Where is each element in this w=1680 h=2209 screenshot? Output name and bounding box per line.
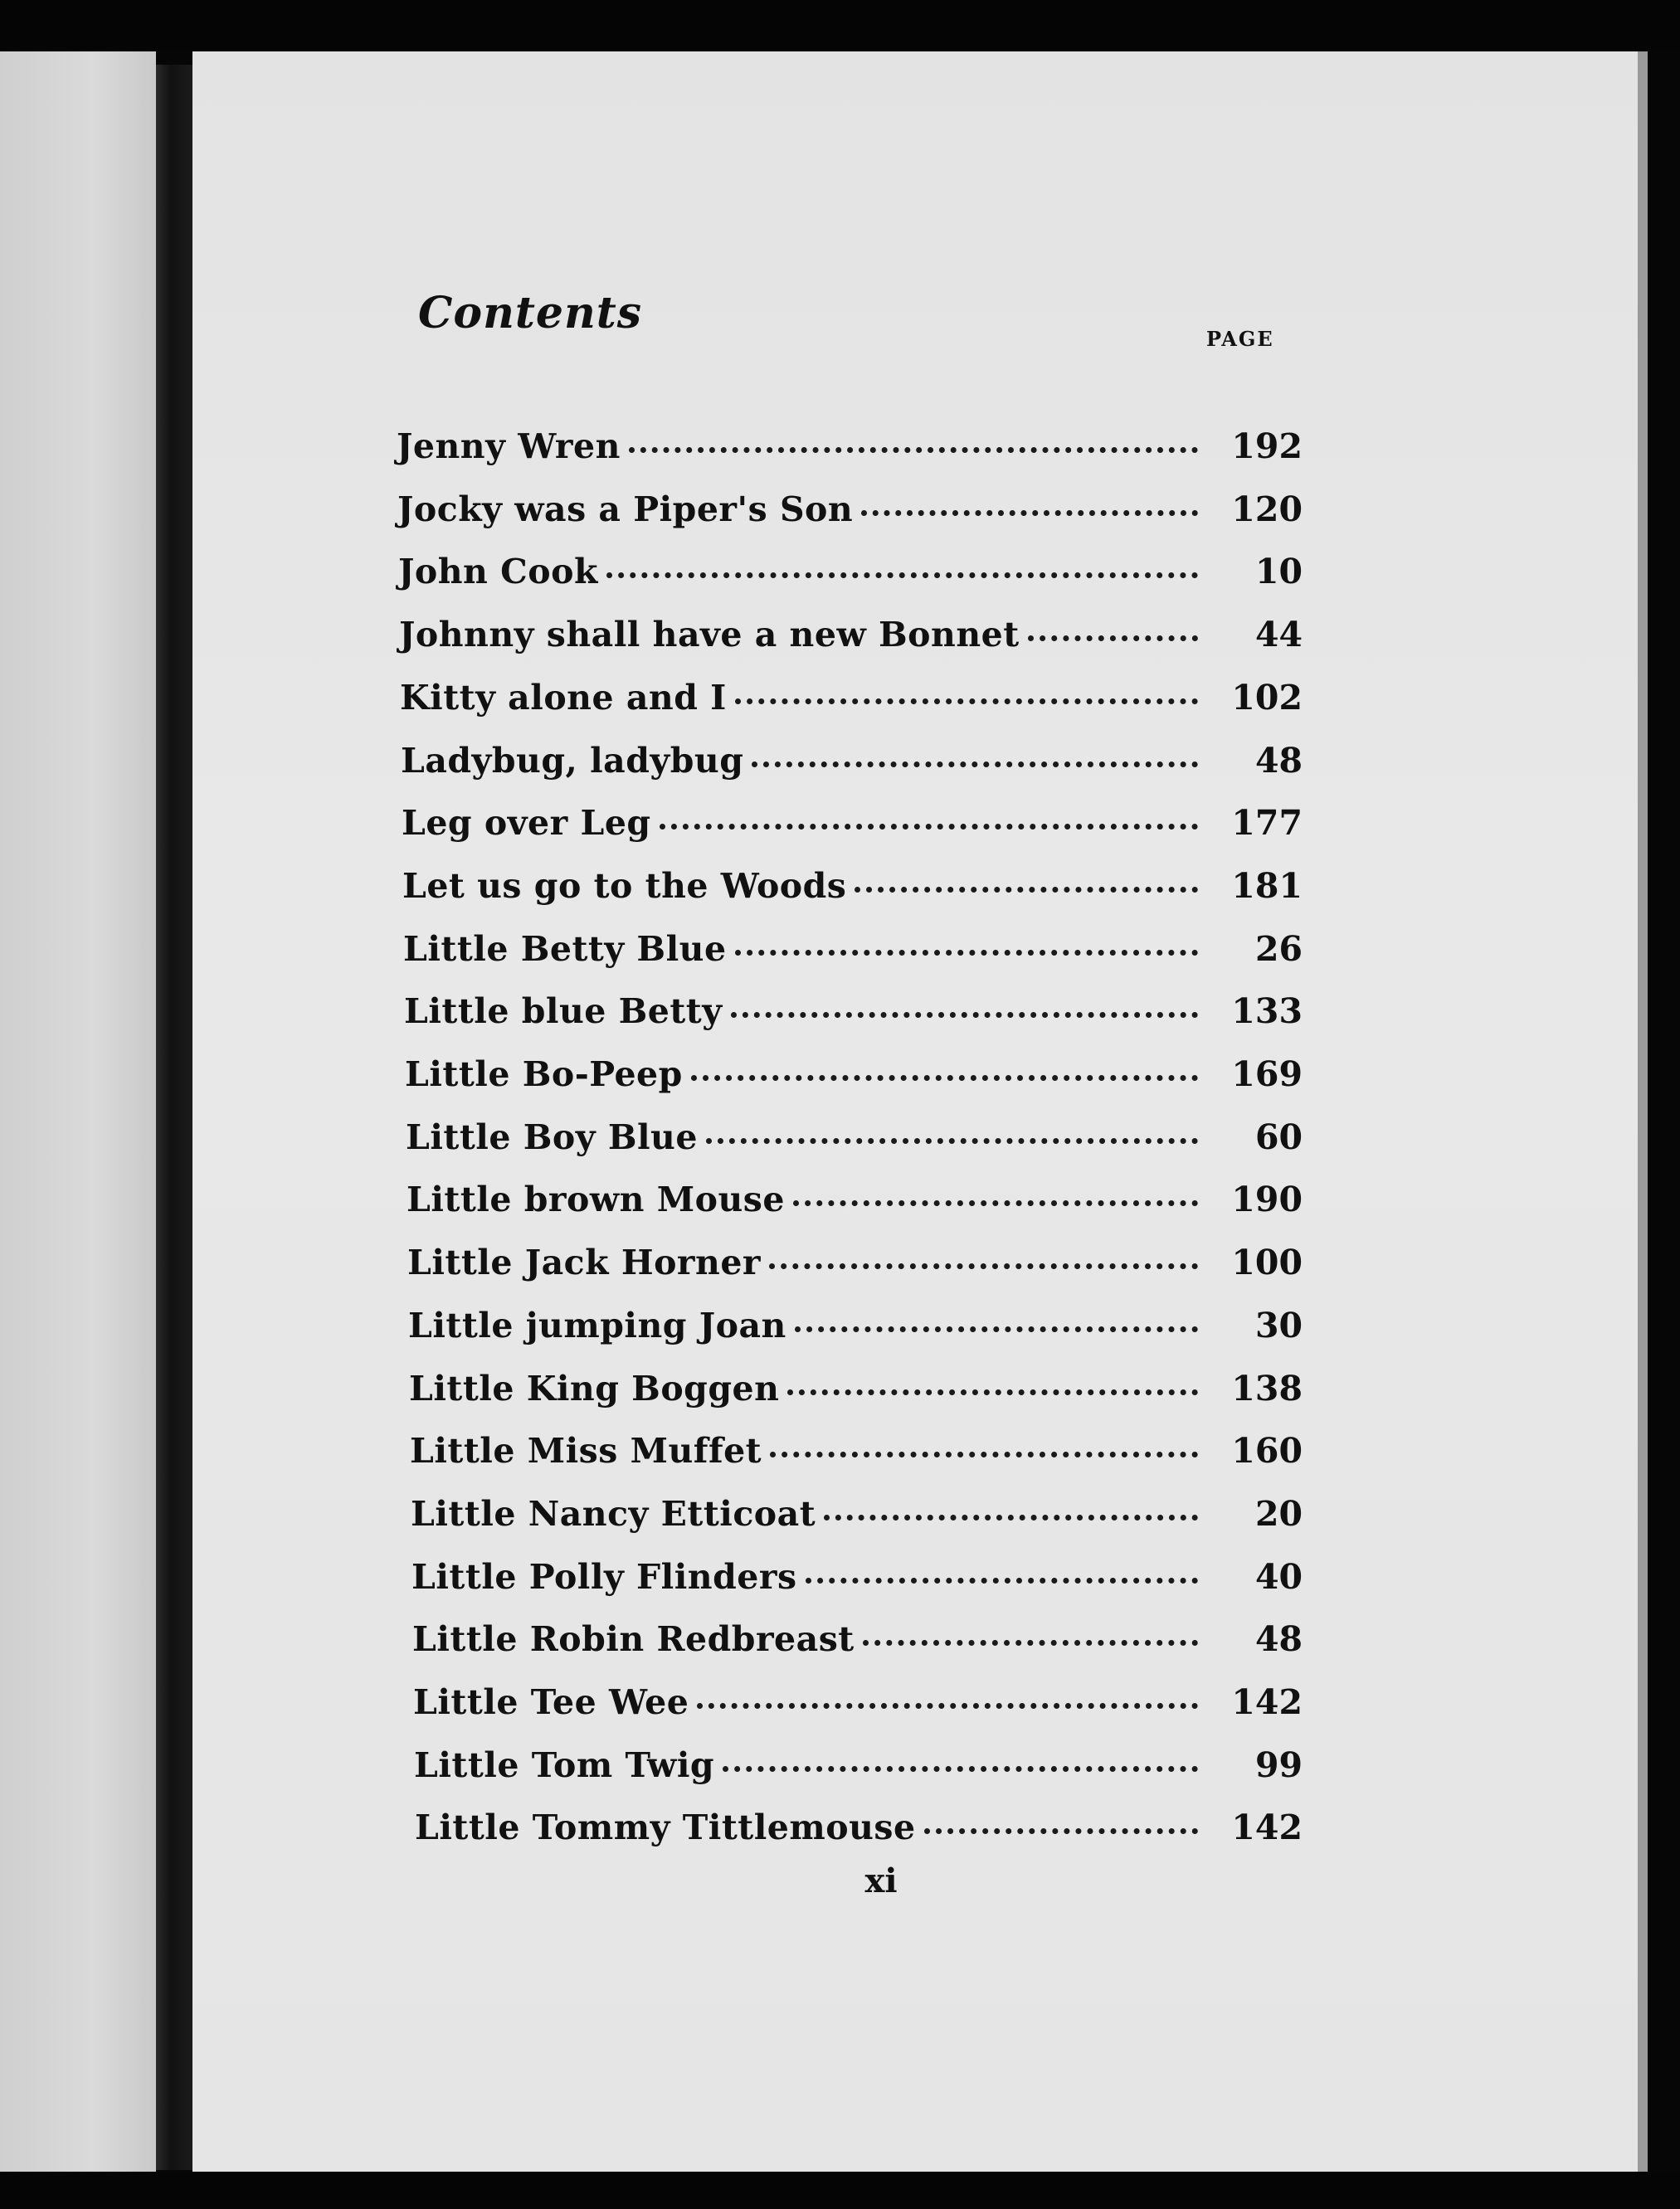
dot-leader <box>806 1578 1198 1584</box>
toc-entry <box>411 1494 1303 1545</box>
toc-entry-page-number: 177 <box>1231 803 1303 844</box>
toc-entry-title: Little Jack Horner <box>407 1243 762 1283</box>
toc-entry-title: Little Betty Blue <box>403 928 727 969</box>
toc-entry-page-number: 44 <box>1254 615 1303 655</box>
toc-entry-page-number: 48 <box>1254 1619 1303 1660</box>
toc-entry <box>414 1745 1303 1797</box>
toc-entry <box>405 1054 1303 1106</box>
toc-entry-page-number: 138 <box>1231 1368 1303 1409</box>
dot-leader <box>824 1515 1198 1521</box>
scan-bottom-border <box>0 2172 1680 2209</box>
dot-leader <box>731 1012 1198 1018</box>
toc-entry-page-number: 20 <box>1254 1493 1303 1534</box>
toc-entry-title: Little Tommy Tittlemouse <box>415 1808 916 1848</box>
toc-entry <box>407 1180 1303 1231</box>
toc-entry <box>407 1243 1303 1294</box>
toc-entry-title: Ladybug, ladybug <box>401 740 744 781</box>
toc-entry-title: Little jumping Joan <box>408 1305 786 1345</box>
dot-leader <box>770 1452 1198 1457</box>
toc-entry-title: Little Nancy Etticoat <box>411 1493 816 1534</box>
page-column-label: PAGE <box>1206 327 1274 351</box>
toc-entry-page-number: 26 <box>1254 928 1303 969</box>
toc-entry <box>397 489 1303 541</box>
dot-leader <box>793 1200 1198 1206</box>
toc-entry-page-number: 133 <box>1231 991 1303 1032</box>
page-right-edge <box>1638 51 1648 2172</box>
toc-entry-title: Little blue Betty <box>404 991 723 1032</box>
toc-entry-page-number: 60 <box>1254 1117 1303 1157</box>
toc-entry-title: Little King Boggen <box>409 1368 780 1409</box>
toc-entry <box>401 741 1303 792</box>
toc-entry-title: Little Polly Flinders <box>411 1556 797 1597</box>
toc-entry <box>398 552 1303 603</box>
toc-entry <box>412 1619 1303 1671</box>
toc-entry-page-number: 40 <box>1254 1556 1303 1597</box>
toc-entry <box>403 929 1303 980</box>
toc-entry-title: Kitty alone and I <box>400 677 727 718</box>
toc-entry-page-number: 30 <box>1254 1305 1303 1345</box>
toc-entry-title: Little Tom Twig <box>414 1744 715 1785</box>
toc-entry-title: John Cook <box>398 552 598 592</box>
toc-entry-page-number: 190 <box>1231 1180 1303 1220</box>
book-gutter <box>156 65 192 2170</box>
toc-entry <box>408 1306 1303 1357</box>
left-facing-page <box>0 51 156 2177</box>
toc-entry <box>406 1117 1303 1169</box>
toc-entry <box>411 1557 1303 1608</box>
dot-leader <box>1028 635 1198 641</box>
toc-entry-page-number: 181 <box>1231 865 1303 906</box>
toc-entry-page-number: 192 <box>1231 426 1303 466</box>
contents-heading: Contents <box>418 288 643 338</box>
dot-leader <box>660 824 1198 830</box>
dot-leader <box>723 1766 1198 1772</box>
toc-entry-title: Little Tee Wee <box>413 1682 689 1722</box>
toc-entry <box>402 866 1303 917</box>
toc-entry <box>397 426 1303 478</box>
dot-leader <box>787 1389 1198 1395</box>
dot-leader <box>861 510 1198 516</box>
toc-entry-title: Little brown Mouse <box>407 1180 785 1220</box>
dot-leader <box>606 572 1198 578</box>
toc-entry-page-number: 142 <box>1231 1808 1303 1848</box>
dot-leader <box>769 1263 1198 1269</box>
page-folio: xi <box>864 1861 898 1900</box>
scan-top-border <box>0 0 1680 51</box>
contents-page <box>192 51 1638 2172</box>
dot-leader <box>735 950 1198 956</box>
dot-leader <box>752 761 1198 767</box>
toc-entry-title: Little Boy Blue <box>406 1117 698 1157</box>
toc-entry <box>399 615 1303 666</box>
toc-entry <box>402 803 1303 854</box>
toc-entry-page-number: 48 <box>1254 740 1303 781</box>
toc-entry <box>415 1808 1303 1859</box>
toc-entry-page-number: 142 <box>1231 1682 1303 1722</box>
toc-entry <box>410 1431 1303 1482</box>
toc-entry <box>404 991 1303 1043</box>
toc-entry-page-number: 120 <box>1231 489 1303 529</box>
toc-entry-page-number: 100 <box>1231 1243 1303 1283</box>
dot-leader <box>697 1703 1198 1709</box>
toc-entry <box>413 1682 1303 1734</box>
toc-entry-title: Little Robin Redbreast <box>412 1619 855 1660</box>
dot-leader <box>863 1640 1198 1646</box>
dot-leader <box>855 887 1198 893</box>
toc-entry-title: Jenny Wren <box>397 426 621 466</box>
table-of-contents <box>192 51 1638 2172</box>
toc-entry-page-number: 99 <box>1254 1744 1303 1785</box>
toc-entry-page-number: 169 <box>1231 1054 1303 1094</box>
dot-leader <box>795 1326 1198 1332</box>
toc-entry-title: Let us go to the Woods <box>402 865 847 906</box>
toc-entry-title: Johnny shall have a new Bonnet <box>399 615 1020 655</box>
toc-entry-title: Little Bo-Peep <box>405 1054 683 1094</box>
toc-entry <box>400 678 1303 729</box>
toc-entry-title: Little Miss Muffet <box>410 1431 762 1472</box>
dot-leader <box>706 1138 1198 1144</box>
toc-entry-title: Leg over Leg <box>402 803 651 844</box>
toc-entry-page-number: 10 <box>1254 552 1303 592</box>
toc-entry-page-number: 160 <box>1231 1431 1303 1472</box>
dot-leader <box>691 1075 1198 1081</box>
dot-leader <box>629 447 1198 453</box>
dot-leader <box>924 1828 1198 1834</box>
toc-entry-page-number: 102 <box>1231 677 1303 718</box>
dot-leader <box>735 698 1198 704</box>
toc-entry <box>409 1369 1303 1420</box>
toc-entry-title: Jocky was a Piper's Son <box>397 489 854 529</box>
